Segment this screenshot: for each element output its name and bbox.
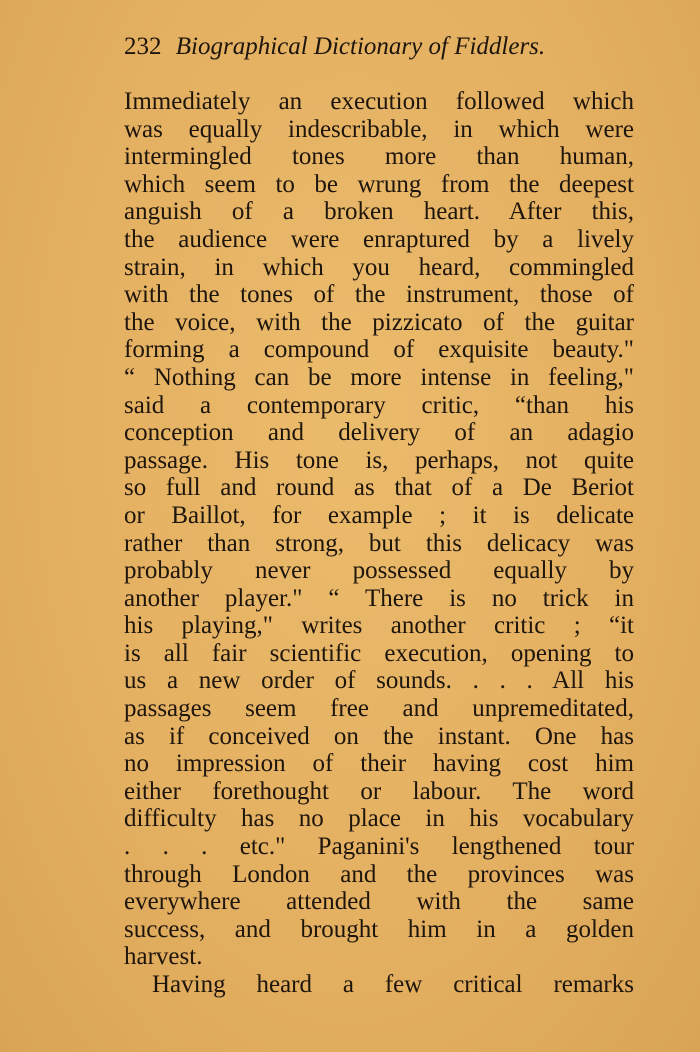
text-line: us a new order of sounds. . . . All his — [124, 667, 634, 695]
text-line: the audience were enraptured by a lively — [124, 225, 634, 253]
running-head — [124, 32, 644, 62]
text-line: probably never possessed equally by — [124, 557, 634, 585]
text-line: as if conceived on the instant. One has — [124, 722, 634, 750]
text-line: or Baillot, for example ; it is delicate — [124, 501, 634, 529]
text-line: . . . etc." Paganini's lengthened tour — [124, 833, 634, 861]
text-line: passages seem free and unpremeditated, — [124, 695, 634, 723]
page-number: 232 — [124, 33, 162, 60]
text-line: through London and the provinces was — [124, 860, 634, 888]
text-line: conception and delivery of an adagio — [124, 419, 634, 447]
text-line: with the tones of the instrument, those of — [124, 281, 634, 309]
text-line: is all fair scientific execution, opening to — [124, 639, 634, 667]
running-title: Biographical Dictionary of Fiddlers. — [175, 33, 546, 60]
text-line: another player." “ There is no trick in — [124, 584, 634, 612]
text-line: success, and brought him in a golden — [124, 915, 634, 943]
text-line: the voice, with the pizzicato of the guitar — [124, 308, 634, 336]
text-line: “ Nothing can be more intense in feeling," — [124, 363, 634, 391]
text-line: strain, in which you heard, commingled — [124, 253, 634, 281]
text-line: difficulty has no place in his vocabulary — [124, 805, 634, 833]
text-line: either forethought or labour. The word — [124, 777, 634, 805]
text-line: which seem to be wrung from the deepest — [124, 170, 634, 198]
text-line: intermingled tones more than human, — [124, 143, 634, 171]
text-line: passage. His tone is, perhaps, not quite — [124, 446, 634, 474]
text-line: everywhere attended with the same — [124, 888, 634, 916]
text-line: forming a compound of exquisite beauty." — [124, 336, 634, 364]
text-line: rather than strong, but this delicacy was — [124, 529, 634, 557]
text-line: so full and round as that of a De Beriot — [124, 474, 634, 502]
text-line: Having heard a few critical remarks — [152, 971, 634, 998]
text-line: Immediately an execution followed which — [124, 88, 634, 115]
text-line: was equally indescribable, in which were — [124, 115, 634, 143]
text-line: harvest. — [124, 943, 203, 971]
text-line: his playing," writes another critic ; “it — [124, 612, 634, 640]
text-line: said a contemporary critic, “than his — [124, 391, 634, 419]
body-text — [124, 88, 634, 999]
text-line: anguish of a broken heart. After this, — [124, 198, 634, 226]
text-line: no impression of their having cost him — [124, 750, 634, 778]
